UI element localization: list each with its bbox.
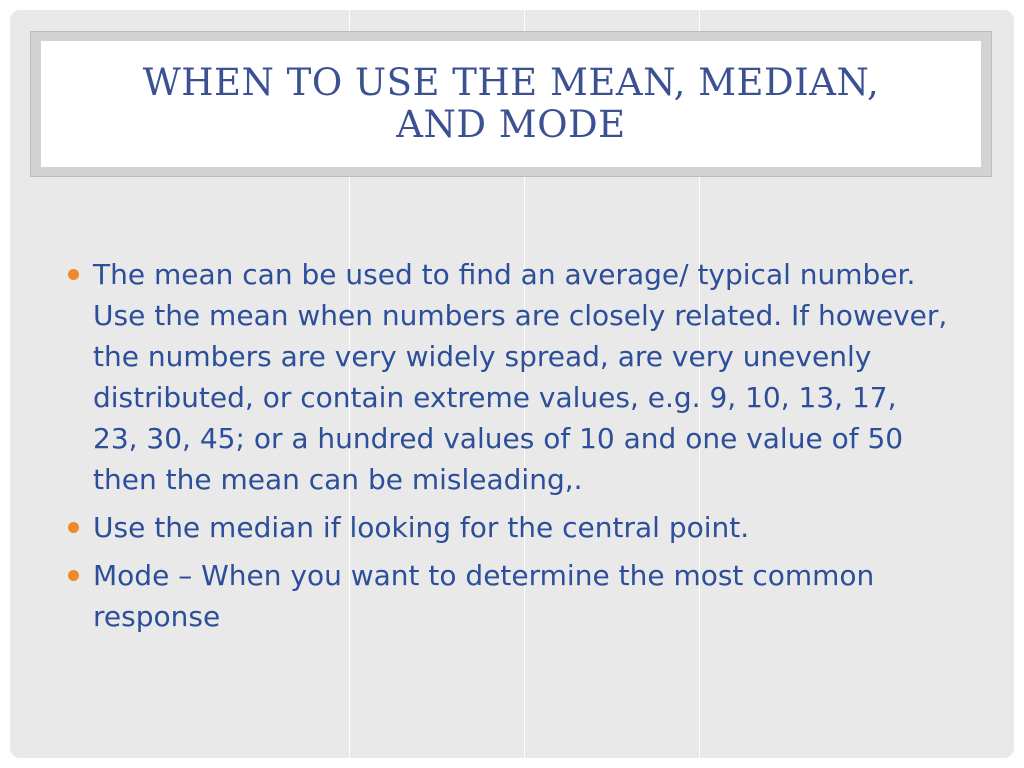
bullet-text: The mean can be used to find an average/ typical number. Use the mean when numbers are closely related. If however, the numbers are very widely spread, are very unevenly distributed, or contain extreme values, e.g. 9, 10, 13, 17, 23, 30, 45; or a hundred values of 10 and one value of 50 then the mean can be misleading,. [93,258,948,496]
bullet-item [68,254,948,500]
bullet-list [68,254,948,644]
bullet-dot-icon [68,522,79,533]
slide-title [143,62,880,146]
bullet-text: Mode – When you want to determine the most common response [93,559,875,633]
bullet-dot-icon [68,570,79,581]
title-line-2: AND MODE [396,103,626,146]
slide [10,10,1014,758]
title-line-1: WHEN TO USE THE MEAN, MEDIAN, [142,61,880,104]
bullet-text: Use the median if looking for the central point. [93,511,750,544]
bullet-item [68,507,948,548]
bullet-item [68,555,948,637]
bullet-dot-icon [68,269,79,280]
title-box [41,41,981,167]
